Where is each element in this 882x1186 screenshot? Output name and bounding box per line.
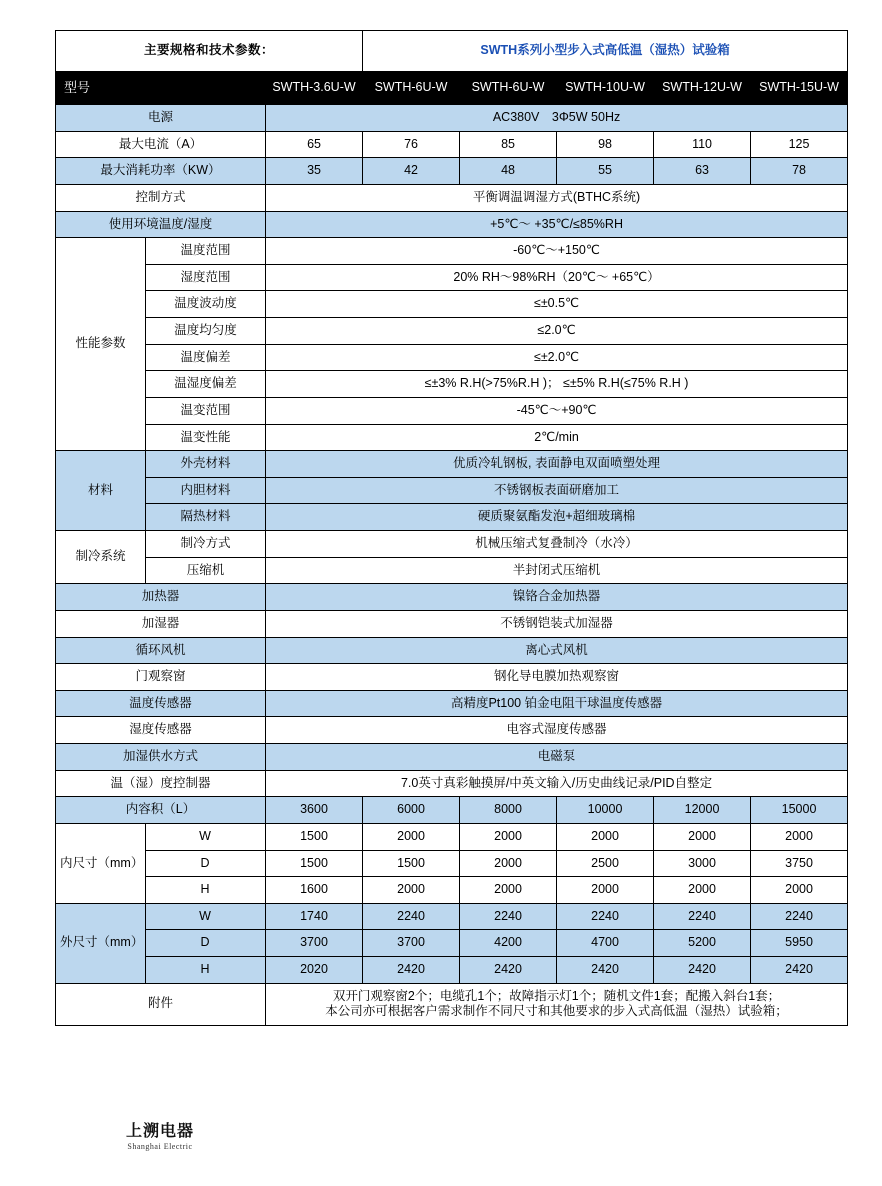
perf-value-5: ≤±3% R.H(>75%R.H )； ≤±5% R.H(≤75% R.H )	[266, 371, 848, 398]
outer-w-3: 2240	[460, 903, 557, 930]
door-window-label: 门观察窗	[56, 664, 266, 691]
max-current-5: 110	[654, 131, 751, 158]
control-mode-value: 平衡调温调湿方式(BTHC系统)	[266, 184, 848, 211]
inner-w-1: 1500	[266, 823, 363, 850]
outer-w-1: 1740	[266, 903, 363, 930]
humidifier-label: 加湿器	[56, 610, 266, 637]
outer-h-1: 2020	[266, 957, 363, 984]
row-water-supply	[56, 744, 848, 771]
water-supply-value: 电磁泵	[266, 744, 848, 771]
row-power-supply	[56, 105, 848, 132]
inner-h-4: 2000	[557, 877, 654, 904]
inner-h-1: 1600	[266, 877, 363, 904]
row-humidifier	[56, 610, 848, 637]
max-power-6: 78	[751, 158, 848, 185]
refrigeration-label-0: 制冷方式	[146, 531, 266, 558]
max-power-label: 最大消耗功率（KW）	[56, 158, 266, 185]
material-label-2: 隔热材料	[146, 504, 266, 531]
water-supply-label: 加湿供水方式	[56, 744, 266, 771]
row-material-insulation	[56, 504, 848, 531]
row-environment	[56, 211, 848, 238]
outer-w-5: 2240	[654, 903, 751, 930]
logo-sub-text: Shanghai Electric	[127, 1142, 193, 1151]
outer-h-2: 2420	[363, 957, 460, 984]
performance-group-label: 性能参数	[56, 238, 146, 451]
model-col-1: SWTH-3.6U-W	[266, 72, 363, 105]
company-logo	[100, 1118, 220, 1151]
attachment-label: 附件	[56, 983, 266, 1025]
inner-d-2: 1500	[363, 850, 460, 877]
humidity-sensor-label: 湿度传感器	[56, 717, 266, 744]
perf-label-4: 温度偏差	[146, 344, 266, 371]
model-header-row	[56, 72, 848, 105]
row-temp-sensor	[56, 690, 848, 717]
perf-label-6: 温变范围	[146, 397, 266, 424]
refrigeration-value-0: 机械压缩式复叠制冷（水冷）	[266, 531, 848, 558]
row-volume	[56, 797, 848, 824]
outer-d-1: 3700	[266, 930, 363, 957]
inner-h-3: 2000	[460, 877, 557, 904]
perf-value-4: ≤±2.0℃	[266, 344, 848, 371]
material-value-2: 硬质聚氨酯发泡+超细玻璃棉	[266, 504, 848, 531]
model-col-3: SWTH-6U-W	[460, 72, 557, 105]
attachment-line-2: 本公司亦可根据客户需求制作不同尺寸和其他要求的步入式高低温（湿热）试验箱；	[325, 1004, 788, 1019]
volume-2: 6000	[363, 797, 460, 824]
inner-h-6: 2000	[751, 877, 848, 904]
power-supply-value: AC380V 3Φ5W 50Hz	[266, 105, 848, 132]
max-current-2: 76	[363, 131, 460, 158]
row-max-power	[56, 158, 848, 185]
row-perf-temp-deviation	[56, 344, 848, 371]
max-current-3: 85	[460, 131, 557, 158]
outer-h-4: 2420	[557, 957, 654, 984]
inner-size-group-label: 内尺寸（mm）	[56, 823, 146, 903]
inner-h-5: 2000	[654, 877, 751, 904]
outer-h-6: 2420	[751, 957, 848, 984]
title-row	[56, 31, 848, 72]
heater-label: 加热器	[56, 584, 266, 611]
row-circulation-fan	[56, 637, 848, 664]
outer-h-3: 2420	[460, 957, 557, 984]
outer-size-letter-h: H	[146, 957, 266, 984]
environment-label: 使用环境温度/湿度	[56, 211, 266, 238]
circulation-fan-label: 循环风机	[56, 637, 266, 664]
row-inner-size-w	[56, 823, 848, 850]
inner-d-1: 1500	[266, 850, 363, 877]
refrigeration-group-label: 制冷系统	[56, 531, 146, 584]
row-attachment	[56, 983, 848, 1025]
inner-size-letter-d: D	[146, 850, 266, 877]
inner-w-2: 2000	[363, 823, 460, 850]
row-humidity-sensor	[56, 717, 848, 744]
max-current-1: 65	[266, 131, 363, 158]
volume-5: 12000	[654, 797, 751, 824]
model-col-6: SWTH-15U-W	[751, 72, 848, 105]
model-col-2: SWTH-6U-W	[363, 72, 460, 105]
material-group-label: 材料	[56, 451, 146, 531]
perf-value-2: ≤±0.5℃	[266, 291, 848, 318]
volume-4: 10000	[557, 797, 654, 824]
row-compressor	[56, 557, 848, 584]
outer-h-5: 2420	[654, 957, 751, 984]
perf-value-0: -60℃～+150℃	[266, 238, 848, 265]
attachment-value	[266, 983, 848, 1025]
perf-value-7: 2℃/min	[266, 424, 848, 451]
inner-size-letter-h: H	[146, 877, 266, 904]
attachment-line-1: 双开门观察窗2个；电缆孔1个；故障指示灯1个；随机文件1套；配搬入斜台1套；	[332, 988, 781, 1003]
max-current-label: 最大电流（A）	[56, 131, 266, 158]
row-control-mode	[56, 184, 848, 211]
model-col-5: SWTH-12U-W	[654, 72, 751, 105]
inner-d-4: 2500	[557, 850, 654, 877]
perf-label-3: 温度均匀度	[146, 318, 266, 345]
row-perf-ramp-rate	[56, 424, 848, 451]
outer-w-6: 2240	[751, 903, 848, 930]
outer-d-4: 4700	[557, 930, 654, 957]
material-label-1: 内胆材料	[146, 477, 266, 504]
door-window-value: 钢化导电膜加热观察窗	[266, 664, 848, 691]
row-material-liner	[56, 477, 848, 504]
control-mode-label: 控制方式	[56, 184, 266, 211]
row-heater	[56, 584, 848, 611]
inner-w-3: 2000	[460, 823, 557, 850]
outer-w-4: 2240	[557, 903, 654, 930]
heater-value: 镍铬合金加热器	[266, 584, 848, 611]
refrigeration-label-1: 压缩机	[146, 557, 266, 584]
inner-d-3: 2000	[460, 850, 557, 877]
refrigeration-value-1: 半封闭式压缩机	[266, 557, 848, 584]
humidity-sensor-value: 电容式湿度传感器	[266, 717, 848, 744]
material-label-0: 外壳材料	[146, 451, 266, 478]
controller-label: 温（湿）度控制器	[56, 770, 266, 797]
row-max-current	[56, 131, 848, 158]
max-power-5: 63	[654, 158, 751, 185]
max-power-4: 55	[557, 158, 654, 185]
max-power-2: 42	[363, 158, 460, 185]
perf-label-1: 湿度范围	[146, 264, 266, 291]
model-col-4: SWTH-10U-W	[557, 72, 654, 105]
spec-sheet	[55, 30, 847, 1026]
row-inner-size-h	[56, 877, 848, 904]
volume-3: 8000	[460, 797, 557, 824]
material-value-1: 不锈钢板表面研磨加工	[266, 477, 848, 504]
inner-w-5: 2000	[654, 823, 751, 850]
perf-value-3: ≤2.0℃	[266, 318, 848, 345]
row-perf-ramp-range	[56, 397, 848, 424]
perf-value-6: -45℃～+90℃	[266, 397, 848, 424]
inner-h-2: 2000	[363, 877, 460, 904]
outer-size-group-label: 外尺寸（mm）	[56, 903, 146, 983]
outer-d-5: 5200	[654, 930, 751, 957]
power-supply-label: 电源	[56, 105, 266, 132]
perf-label-5: 温湿度偏差	[146, 371, 266, 398]
perf-label-7: 温变性能	[146, 424, 266, 451]
inner-d-6: 3750	[751, 850, 848, 877]
row-refrigeration-mode	[56, 531, 848, 558]
row-controller	[56, 770, 848, 797]
perf-label-0: 温度范围	[146, 238, 266, 265]
page-title: 主要规格和技术参数：	[56, 31, 363, 72]
row-outer-size-h	[56, 957, 848, 984]
model-label: 型号	[56, 72, 266, 105]
row-door-window	[56, 664, 848, 691]
row-perf-humidity-range	[56, 264, 848, 291]
row-outer-size-w	[56, 903, 848, 930]
max-power-3: 48	[460, 158, 557, 185]
inner-w-6: 2000	[751, 823, 848, 850]
row-perf-temp-fluctuation	[56, 291, 848, 318]
controller-value: 7.0英寸真彩触摸屏/中英文输入/历史曲线记录/PID自整定	[266, 770, 848, 797]
material-value-0: 优质冷轧钢板, 表面静电双面喷塑处理	[266, 451, 848, 478]
outer-size-letter-d: D	[146, 930, 266, 957]
volume-1: 3600	[266, 797, 363, 824]
volume-label: 内容积（L）	[56, 797, 266, 824]
temp-sensor-value: 高精度Pt100 铂金电阻干球温度传感器	[266, 690, 848, 717]
product-series-title: SWTH系列小型步入式高低温（湿热）试验箱	[363, 31, 848, 72]
row-material-shell	[56, 451, 848, 478]
outer-size-letter-w: W	[146, 903, 266, 930]
perf-label-2: 温度波动度	[146, 291, 266, 318]
max-current-4: 98	[557, 131, 654, 158]
max-power-1: 35	[266, 158, 363, 185]
row-perf-humidity-deviation	[56, 371, 848, 398]
row-perf-temp-uniformity	[56, 318, 848, 345]
outer-d-3: 4200	[460, 930, 557, 957]
row-perf-temp-range	[56, 238, 848, 265]
perf-value-1: 20% RH～98%RH（20℃～ +65℃）	[266, 264, 848, 291]
inner-w-4: 2000	[557, 823, 654, 850]
logo-main-text: 上溯电器	[125, 1123, 194, 1140]
volume-6: 15000	[751, 797, 848, 824]
inner-size-letter-w: W	[146, 823, 266, 850]
humidifier-value: 不锈钢铠装式加湿器	[266, 610, 848, 637]
outer-d-2: 3700	[363, 930, 460, 957]
environment-value: +5℃～ +35℃/≤85%RH	[266, 211, 848, 238]
inner-d-5: 3000	[654, 850, 751, 877]
outer-w-2: 2240	[363, 903, 460, 930]
outer-d-6: 5950	[751, 930, 848, 957]
row-outer-size-d	[56, 930, 848, 957]
spec-table	[55, 30, 848, 1026]
circulation-fan-value: 离心式风机	[266, 637, 848, 664]
temp-sensor-label: 温度传感器	[56, 690, 266, 717]
row-inner-size-d	[56, 850, 848, 877]
max-current-6: 125	[751, 131, 848, 158]
